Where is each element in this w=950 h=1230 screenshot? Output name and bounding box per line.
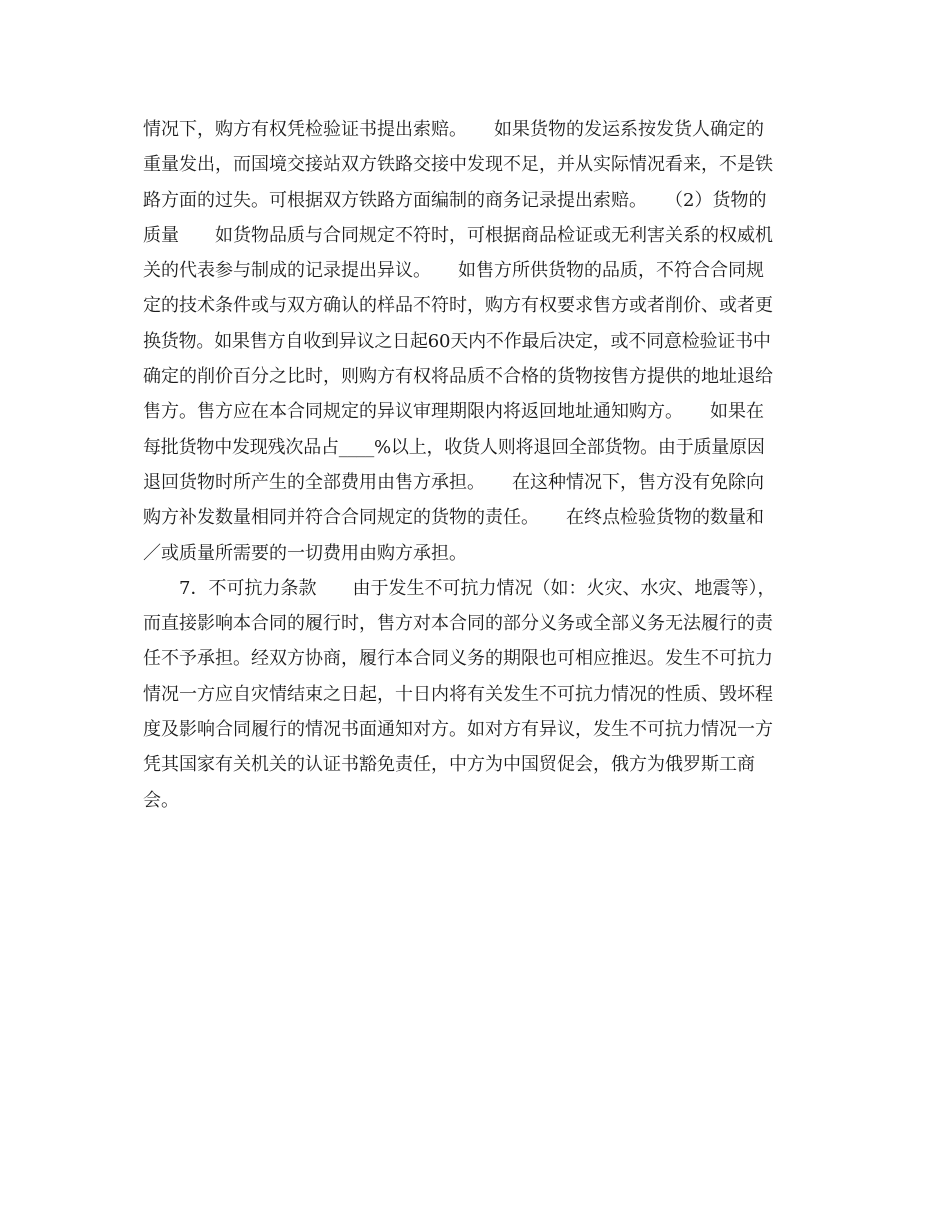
text-line: 任不予承担。经双方协商，履行本合同义务的期限也可相应推迟。发生不可抗力 — [143, 648, 773, 670]
text-line: 而直接影响本合同的履行时，售方对本合同的部分义务或全部义务无法履行的责 — [143, 613, 773, 635]
text-line: 路方面的过失。可根据双方铁路方面编制的商务记录提出索赔。 （2）货物的 — [143, 189, 767, 211]
text-line: 重量发出，而国境交接站双方铁路交接中发现不足，并从实际情况看来，不是铁 — [143, 154, 773, 176]
text-line: 售方。售方应在本合同规定的异议审理期限内将返回地址通知购方。 如果在 — [143, 401, 764, 423]
text-line: 情况下，购方有权凭检验证书提出索赔。 如果货物的发运系按发货人确定的 — [143, 119, 764, 140]
text-line: 关的代表参与制成的记录提出异议。 如售方所供货物的品质，不符合合同规 — [143, 260, 764, 282]
text-line: 换货物。如果售方自收到异议之日起60天内不作最后决定，或不同意检验证书中 — [143, 330, 771, 352]
text-line: ／或质量所需要的一切费用由购方承担。 — [143, 542, 467, 564]
text-line: 确定的削价百分之比时，则购方有权将品质不合格的货物按售方提供的地址退给 — [143, 366, 773, 388]
text-line: 情况一方应自灾情结束之日起，十日内将有关发生不可抗力情况的性质、毁坏程 — [143, 683, 773, 705]
text-line: 每批货物中发现残次品占____%以上，收货人则将退回全部货物。由于质量原因 — [143, 436, 765, 458]
section-heading-line: 7．不可抗力条款 由于发生不可抗力情况（如：火灾、水灾、地震等）， — [143, 577, 776, 599]
text-line: 质量 如货物品质与合同规定不符时，可根据商品检证或无利害关系的权威机 — [143, 224, 773, 246]
text-line: 购方补发数量相同并符合合同规定的货物的责任。 在终点检验货物的数量和 — [143, 507, 764, 529]
text-line: 会。 — [143, 789, 179, 811]
text-line: 退回货物时所产生的全部费用由售方承担。 在这种情况下，售方没有免除向 — [143, 471, 764, 493]
text-line: 定的技术条件或与双方确认的样品不符时，购方有权要求售方或者削价、或者更 — [143, 295, 773, 317]
contract-text-block — [143, 112, 813, 818]
text-line: 凭其国家有关机关的认证书豁免责任，中方为中国贸促会，俄方为俄罗斯工商 — [143, 754, 755, 776]
text-line: 度及影响合同履行的情况书面通知对方。如对方有异议，发生不可抗力情况一方 — [143, 719, 773, 741]
